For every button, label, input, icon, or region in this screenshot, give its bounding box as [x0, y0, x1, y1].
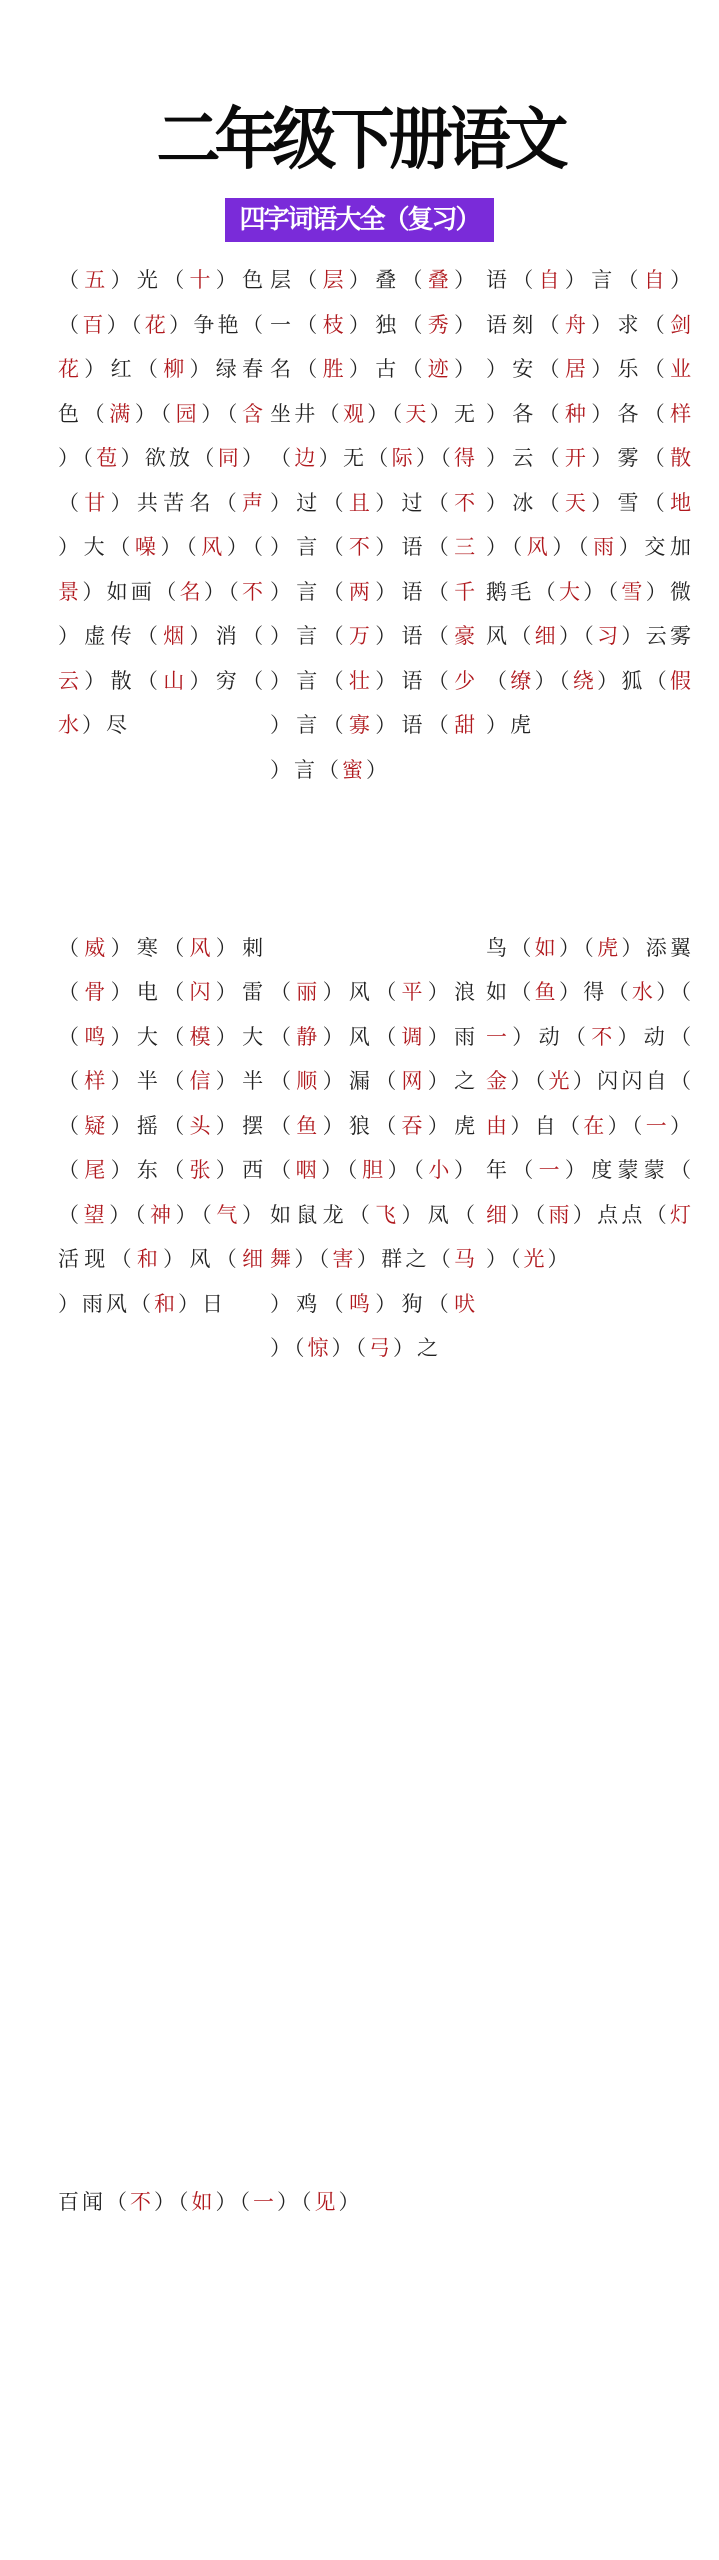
answer-char: 光 — [523, 1247, 548, 1271]
answer-char: 自 — [538, 268, 565, 292]
answer-char: 细 — [534, 624, 559, 648]
answer-char: 弓 — [369, 1336, 393, 1360]
answer-char: 噪 — [134, 535, 161, 559]
answer-char: 开 — [564, 446, 592, 470]
answer-char: 柳 — [163, 357, 190, 381]
answer-char: 水 — [631, 980, 657, 1004]
idiom-column-1 — [58, 258, 266, 1326]
page-title: 二年级下册语文 — [156, 101, 563, 180]
idiom-block: （威）寒（风）刺（骨）电（闪）雷（鸣）大（模）大（样）半（信）半（疑）摇（头）摆（尾）东（张）西（望）（神）（气）活现（和）风（细）雨风（和）日 — [58, 935, 267, 1316]
answer-char: 虎 — [597, 935, 622, 960]
answer-char: 惊 — [307, 1336, 332, 1360]
answer-char: 样 — [84, 1069, 111, 1093]
answer-char: 一 — [645, 1113, 670, 1138]
answer-char: 风 — [189, 935, 216, 960]
page-gap — [58, 748, 266, 926]
answer-char: 雨 — [593, 535, 619, 559]
answer-char: 见 — [314, 2190, 339, 2214]
answer-char: 得 — [454, 446, 478, 470]
page-gap — [486, 748, 694, 926]
answer-char: 边 — [294, 446, 319, 470]
answer-char: 绕 — [572, 668, 598, 693]
answer-char: 居 — [564, 357, 592, 381]
answer-char: 不 — [130, 2190, 154, 2214]
answer-char: 层 — [322, 268, 349, 292]
answer-char: 散 — [670, 446, 695, 470]
answer-char: 观 — [342, 401, 368, 426]
idiom-column-3 — [486, 258, 694, 1282]
answer-char: 鸣 — [84, 1024, 111, 1049]
answer-char: 静 — [296, 1024, 323, 1049]
answer-char: 大 — [558, 579, 584, 604]
answer-char: 叠 — [427, 268, 455, 292]
answer-char: 景 — [58, 579, 83, 604]
answer-char: 甜 — [454, 713, 479, 737]
answer-char: 水 — [58, 713, 82, 737]
answer-char: 含 — [242, 401, 266, 426]
answer-char: 威 — [84, 935, 111, 960]
answer-char: 秀 — [427, 312, 455, 337]
answer-char: 花 — [144, 312, 170, 337]
answer-char: 模 — [189, 1024, 216, 1049]
answer-char: 鱼 — [534, 980, 559, 1004]
answer-char: 闪 — [189, 980, 216, 1004]
answer-char: 五 — [84, 268, 111, 292]
idiom-block: （五）光（十）色（百）（花）争艳（花）红（柳）绿春色（满）（园）（含）（苞）欲放（同）（甘）共苦名（声）大（噪）（风）（景）如画（名）（不）虚传（烟）消（云）散（山）穷（水）尽 — [58, 268, 267, 737]
answer-char: 少 — [454, 668, 479, 693]
answer-char: 寡 — [348, 713, 376, 737]
answer-char: 和 — [136, 1247, 164, 1271]
answer-char: 飞 — [375, 1202, 402, 1227]
answer-char: 骨 — [84, 980, 111, 1004]
answer-char: 金 — [486, 1069, 511, 1093]
answer-char: 样 — [670, 401, 695, 426]
answer-char: 气 — [216, 1202, 242, 1227]
answer-char: 豪 — [454, 624, 479, 648]
answer-char: 枝 — [322, 312, 349, 337]
answer-char: 在 — [583, 1113, 608, 1138]
answer-char: 百 — [82, 312, 107, 337]
answer-char: 丽 — [296, 980, 323, 1004]
answer-char: 风 — [201, 535, 227, 559]
answer-char: 不 — [454, 490, 479, 515]
idiom-column-2 — [270, 258, 478, 1371]
answer-char: 缭 — [510, 668, 535, 693]
answer-char: 灯 — [670, 1202, 694, 1227]
answer-char: 细 — [242, 1247, 267, 1271]
idiom-block: 层（层）叠（叠）一（枝）独（秀）名（胜）古（迹）坐井（观）（天）无（边）无（际）（得）过（且）过（不）言（不）语（三）言（两）语（千）言（万）语（豪）言（壮）语（少）言（寡）语（甜）言（蜜） — [270, 268, 479, 782]
answer-char: 三 — [454, 535, 479, 559]
answer-char: 云 — [58, 668, 85, 693]
subtitle-wrap — [0, 198, 719, 242]
answer-char: 自 — [643, 268, 671, 292]
answer-char: 壮 — [348, 668, 376, 693]
answer-char: 两 — [348, 579, 376, 604]
answer-char: 舞 — [270, 1247, 295, 1271]
answer-char: 不 — [348, 535, 376, 559]
answer-char: 鱼 — [296, 1113, 323, 1138]
answer-char: 假 — [670, 668, 694, 693]
answer-char: 不 — [591, 1024, 618, 1049]
answer-char: 际 — [391, 446, 416, 470]
answer-char: 十 — [189, 268, 216, 292]
answer-char: 迹 — [427, 357, 455, 381]
answer-char: 头 — [189, 1113, 216, 1138]
answer-char: 剑 — [670, 312, 695, 337]
answer-char: 细 — [486, 1202, 511, 1227]
answer-char: 满 — [109, 401, 135, 426]
answer-char: 鸣 — [348, 1291, 376, 1316]
answer-char: 小 — [428, 1158, 454, 1182]
answer-char: 疑 — [84, 1113, 111, 1138]
answer-char: 花 — [58, 357, 85, 381]
answer-char: 信 — [189, 1069, 216, 1093]
answer-char: 胜 — [322, 357, 349, 381]
answer-char: 一 — [253, 2190, 277, 2214]
final-idiom-line: 百闻（不）（如）（一）（见） — [58, 2190, 363, 2214]
answer-char: 种 — [564, 401, 592, 426]
idiom-block: 语（自）言（自）语刻（舟）求（剑）安（居）乐（业）各（种）各（样）云（开）雾（散）冰（天）雪（地）（风）（雨）交加鹅毛（大）（雪）微风（细）（习）云雾（缭）（绕）狐（假）虎 — [486, 268, 695, 737]
answer-char: 雨 — [548, 1202, 573, 1227]
subtitle-badge: 四字词语大全（复习） — [225, 198, 493, 242]
answer-char: 且 — [348, 490, 376, 515]
answer-char: 风 — [526, 535, 553, 559]
answer-char: 千 — [454, 579, 479, 604]
answer-char: 名 — [179, 579, 204, 604]
answer-char: 蜜 — [342, 757, 366, 782]
answer-char: 如 — [534, 935, 559, 960]
answer-char: 不 — [242, 579, 266, 604]
answer-char: 山 — [163, 668, 190, 693]
answer-char: 光 — [548, 1069, 573, 1093]
answer-char: 习 — [597, 624, 622, 648]
answer-char: 网 — [401, 1069, 428, 1093]
answer-char: 调 — [401, 1024, 428, 1049]
idiom-block: 鸟（如）（虎）添翼如（鱼）得（水）（一）动（不）动（金）（光）闪闪自（由）自（在）（一）年（一）度蒙蒙（细）（雨）点点（灯）（光） — [486, 935, 695, 1271]
answer-char: 舟 — [564, 312, 592, 337]
answer-char: 甘 — [84, 490, 111, 515]
answer-char: 吠 — [454, 1291, 479, 1316]
answer-char: 同 — [217, 446, 242, 470]
answer-char: 一 — [538, 1158, 565, 1182]
answer-char: 害 — [332, 1247, 357, 1271]
answer-char: 业 — [670, 357, 695, 381]
answer-char: 声 — [242, 490, 267, 515]
answer-char: 地 — [670, 490, 695, 515]
answer-char: 胆 — [362, 1158, 388, 1182]
answer-char: 尾 — [84, 1158, 111, 1182]
answer-char: 咽 — [295, 1158, 322, 1182]
answer-char: 神 — [150, 1202, 176, 1227]
answer-char: 平 — [401, 980, 428, 1004]
answer-char: 和 — [154, 1291, 178, 1316]
answer-char: 万 — [348, 624, 376, 648]
answer-char: 由 — [486, 1113, 511, 1138]
idiom-block: （丽）风（平）浪（静）风（调）雨（顺）漏（网）之（鱼）狼（吞）虎（咽）（胆）（小）如鼠龙（飞）凤（舞）（害）群之（马）鸡（鸣）狗（吠）（惊）（弓）之 — [270, 980, 479, 1360]
answer-char: 如 — [191, 2190, 216, 2214]
answer-char: 烟 — [163, 624, 190, 648]
answer-char: 天 — [405, 401, 430, 426]
answer-char: 顺 — [296, 1069, 323, 1093]
page-gap — [270, 792, 478, 970]
answer-char: 苞 — [96, 446, 121, 470]
answer-char: 一 — [486, 1024, 513, 1049]
answer-char: 雪 — [621, 579, 646, 604]
answer-char: 张 — [189, 1158, 216, 1182]
answer-char: 吞 — [401, 1113, 428, 1138]
answer-char: 望 — [83, 1202, 110, 1227]
answer-char: 天 — [564, 490, 592, 515]
answer-char: 园 — [175, 401, 202, 426]
answer-char: 马 — [454, 1247, 478, 1271]
